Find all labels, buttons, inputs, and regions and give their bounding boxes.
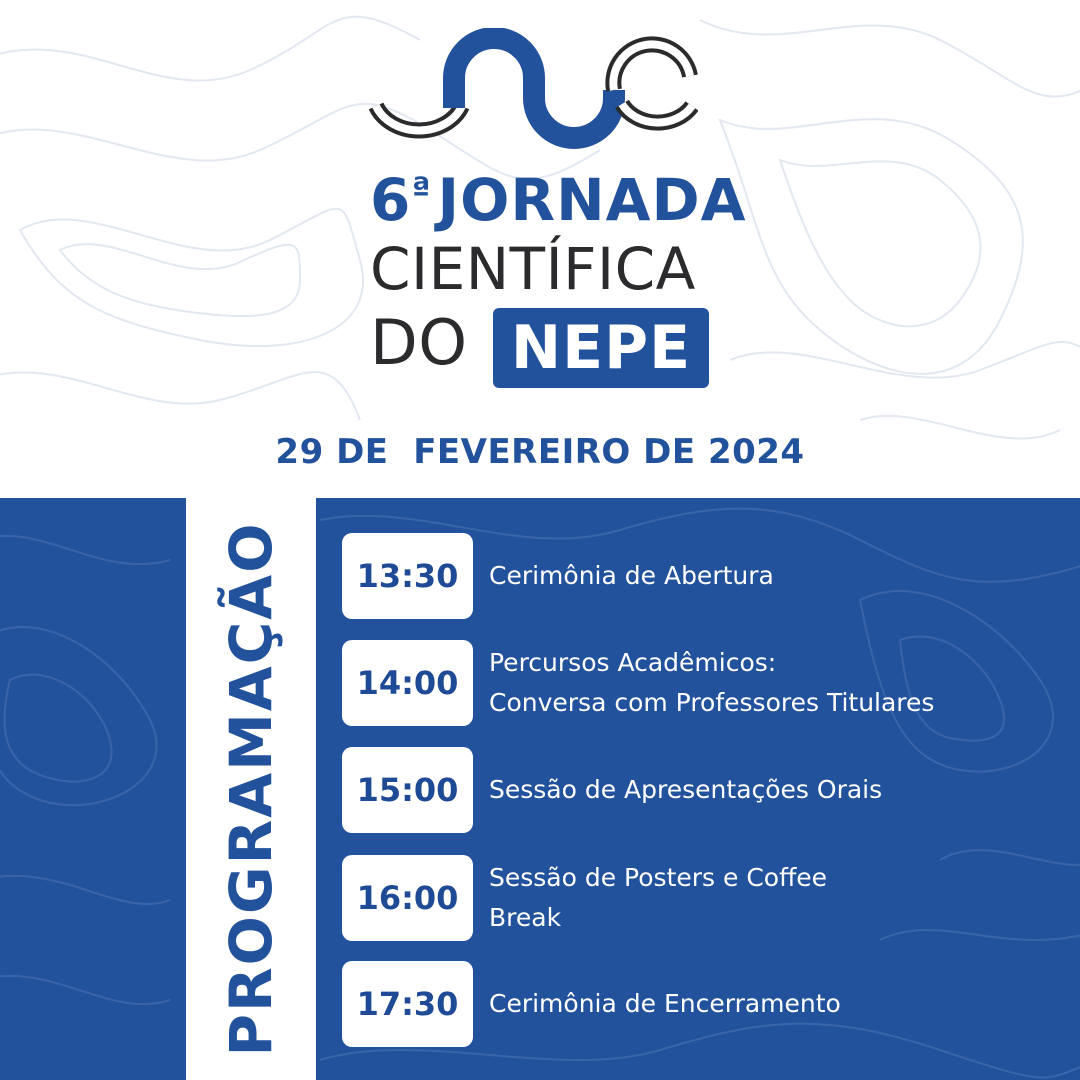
schedule-description-line: Cerimônia de Abertura — [489, 561, 774, 590]
schedule-description — [489, 747, 1059, 833]
schedule-time: 14:00 — [342, 640, 473, 726]
schedule-item — [342, 855, 1062, 941]
schedule-description-line: Conversa com Professores Titulares — [489, 688, 935, 717]
schedule-item — [342, 747, 1062, 833]
schedule-description — [489, 640, 1059, 726]
title-line-jornada — [370, 167, 747, 242]
edition-ordinal-mark: ª — [411, 171, 432, 211]
event-date: 29 DE FEVEREIRO DE 2024 — [275, 432, 805, 472]
title-word-jornada: JORNADA — [437, 166, 747, 234]
schedule-description-line: Sessão de Posters e Coffee — [489, 863, 828, 892]
title-prefix-do: DO — [370, 306, 468, 379]
title-line-cientifica: CIENTÍFICA — [370, 235, 696, 303]
schedule-description — [489, 533, 1059, 619]
schedule-description-line: Cerimônia de Encerramento — [489, 989, 841, 1018]
schedule-description — [489, 961, 1059, 1047]
schedule-description-line: Sessão de Apresentações Orais — [489, 775, 883, 804]
schedule-time: 16:00 — [342, 855, 473, 941]
schedule-time: 17:30 — [342, 961, 473, 1047]
title-highlight-nepe: NEPE — [493, 308, 709, 388]
schedule-time: 13:30 — [342, 533, 473, 619]
schedule-item — [342, 533, 1062, 619]
program-label: PROGRAMAÇÃO — [217, 521, 285, 1057]
schedule-item — [342, 961, 1062, 1047]
schedule-description-line: Break — [489, 903, 562, 932]
schedule-time: 15:00 — [342, 747, 473, 833]
edition-number: 6 — [370, 166, 412, 234]
schedule-description-line: Percursos Acadêmicos: — [489, 648, 777, 677]
wave-tube-logo-icon — [366, 28, 698, 152]
schedule-item — [342, 640, 1062, 726]
schedule-description — [489, 855, 1059, 941]
